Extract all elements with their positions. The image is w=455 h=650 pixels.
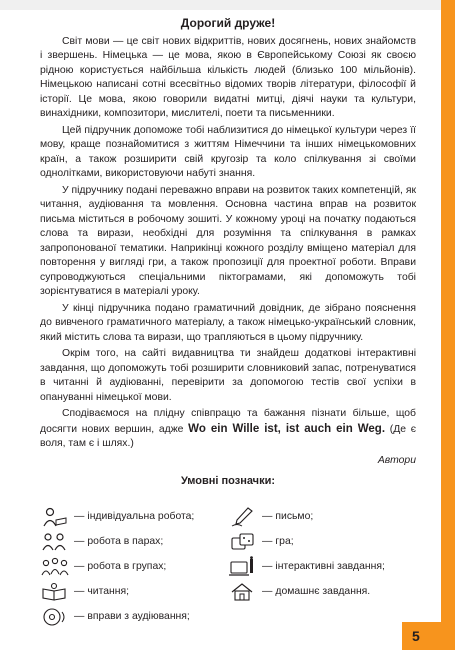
legend-item: — робота в групах; [40,554,240,579]
individual-work-icon [40,506,72,528]
paragraph: Світ мови — це світ нових відкриттів, нових досягнень, нових знайомств і звершень. Німецька — це мова, якою в Європейському Союзі як своєю рідною користується найбільша кількість людей (близько 100 мільйонів). Німецькою написані сотні всесвітньо відомих творів літератури, філософії й історії. Це мова, якою говорили видатні митці, діячі науки та культури, винахідники, композитори, мислителі, поети та письменники. [40,35,416,119]
legend-item: — індивідуальна робота; [40,504,240,529]
game-icon [228,531,260,553]
paragraph: У кінці підручника подано граматичний довідник, де зібрано пояснення до вивченого граматичного матеріалу, а також німецько-український словник, який містить слова та вирази, що трапляються в цьому підручнику. [40,302,416,343]
legend-item: — робота в парах; [40,529,240,554]
legend-title: Умовні позначки: [180,475,275,487]
top-bar [0,0,455,10]
reading-icon [40,581,72,603]
pair-work-icon [40,531,72,553]
legend-column-right [228,504,428,604]
listening-icon [40,606,72,628]
paragraph: У підручнику подані переважно вправи на розвиток таких компетенцій, як читання, аудіювання та мовлення. Основна частина вправ на розвиток письма міститься в робочому зошиті. У кожному уроці на початку подаються слова та вирази, необхідні для розуміння та спілкування в рамках запропонованої тематики. Наприкінці кожного розділу вміщено матеріал для повторення у вигляді гри, а також пропозиції для проектної роботи. Вправи супроводжуються спеціальними піктограмами, які допоможуть тобі зорієнтуватися в матеріалі уроку. [40,184,416,297]
signature: Автори [377,454,416,466]
writing-icon [228,506,260,528]
closing-paragraph: Сподіваємося на плідну співпрацю та бажання пізнати більше, щоб досягти нових вершин, адже Wo ein Wille ist, ist auch ein Weg. (Де є воля, там є і шлях.) [40,408,417,449]
legend-item: — домашнє завдання. [228,579,428,604]
paragraph: Цей підручник допоможе тобі наблизитися до німецької культури через її мову, краще познайомитися з життям Німеччини та інших німецькомовних країн, а також розширити свій кругозір та коло спілкування зі своїми однолітками, використовуючи набуті знання. [40,124,416,179]
page-number: 5 [412,628,420,644]
legend-item: — читання; [40,579,240,604]
motto: Wo ein Wille ist, ist auch ein Weg. [188,422,386,435]
foreword [40,16,416,499]
homework-icon [228,581,260,603]
page-number-tab [402,622,441,650]
legend-item: — гра; [228,529,428,554]
interactive-task-icon [228,556,260,578]
legend [0,504,455,624]
legend-item: — письмо; [228,504,428,529]
paragraph: Окрім того, на сайті видавництва ти знайдеш додаткові інтерактивні завдання, що допоможуть тобі розширити словниковий запас, потренуватися в читанні й аудіюванні, перевірити за допомогою тестів свої успіхи в опануванні німецької мови. [40,348,416,403]
legend-item: — вправи з аудіювання; [40,604,240,629]
group-work-icon [40,556,72,578]
page-title: Дорогий друже! [180,16,276,30]
legend-column-left [40,504,240,629]
legend-item: — інтерактивні завдання; [228,554,428,579]
